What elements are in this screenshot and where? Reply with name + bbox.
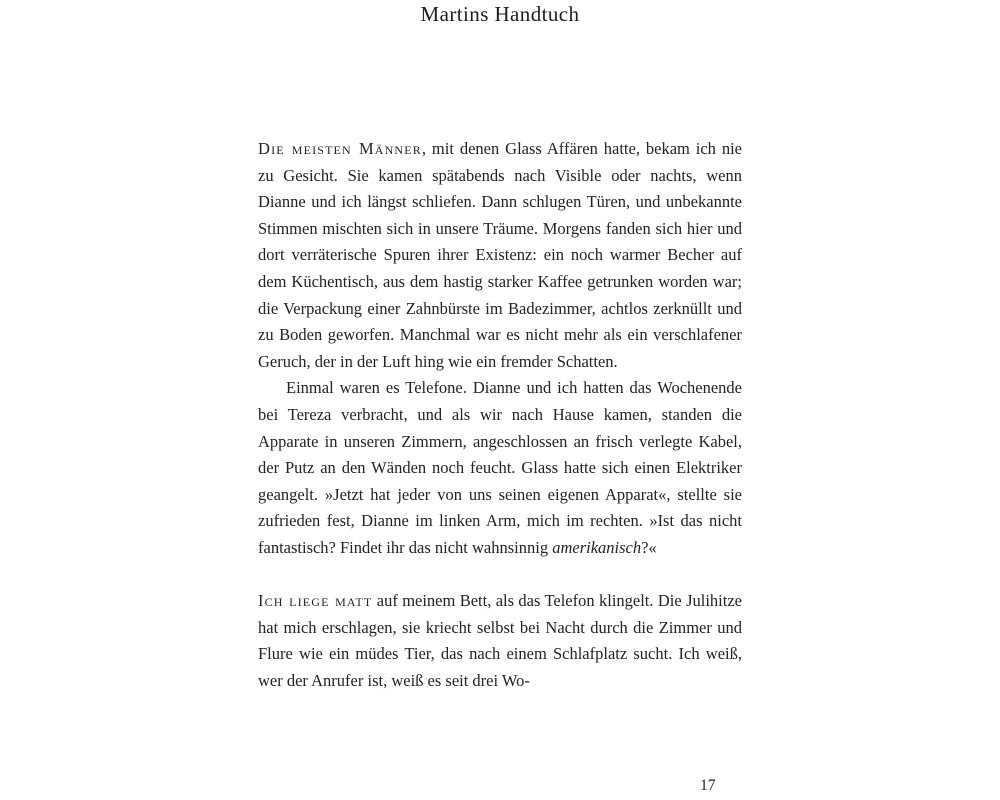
paragraph-3-text: auf meinem Bett, als das Telefon klingelt. Die Julihitze hat mich erschlagen, sie kriecht selbst bei Nacht durch die Zimmer und Flure wie ein müdes Tier, das nach einem Schlafplatz sucht. Ich weiß, wer der Anrufer ist, weiß es seit drei Wo- (258, 591, 742, 690)
paragraph-2-text-end: ?« (641, 537, 657, 557)
paragraph-3 (258, 588, 742, 694)
paragraph-2 (258, 375, 742, 561)
paragraph-1-text: , mit denen Glass Affären hatte, bekam ich nie zu Gesicht. Sie kamen spätabends nach Visible oder nachts, wenn Dianne und ich längst schliefen. Dann schlugen Türen, und unbekannte Stimmen mischten sich in unsere Träume. Morgens fanden sich hier und dort verräterische Spuren ihrer Existenz: ein noch warmer Becher auf dem Küchentisch, aus dem hastig starker Kaffee getrunken worden war; die Verpackung einer Zahnbürste im Badezimmer, achtlos zerknüllt und zu Boden geworfen. Manchmal war es nicht mehr als ein verschlafener Geruch, der in der Luft hing wie ein fremder Schatten. (258, 139, 743, 371)
paragraph-2-text: Einmal waren es Telefone. Dianne und ich hatten das Wochenende bei Tereza verbracht, und als wir nach Hause kamen, standen die Apparate in unseren Zimmern, angeschlossen an frisch verlegte Kabel, der Putz an den Wänden noch feucht. Glass hatte sich einen Elektriker geangelt. »Jetzt hat jeder von uns seinen eigenen Apparat«, stellte sie zufrieden fest, Dianne im linken Arm, mich im rechten. »Ist das nicht fantastisch? Findet ihr das nicht wahnsinnig (258, 378, 742, 557)
page-title: Martins Handtuch (420, 2, 580, 26)
paragraph-2-italic-word: amerikanisch (552, 537, 642, 557)
page-number: 17 (700, 777, 716, 794)
text-block (258, 136, 742, 694)
paragraph-3-smallcaps-lead: Ich liege matt (258, 591, 373, 611)
paragraph-1 (258, 136, 742, 375)
paragraph-1-smallcaps-lead: Die meisten Männer (258, 139, 422, 158)
